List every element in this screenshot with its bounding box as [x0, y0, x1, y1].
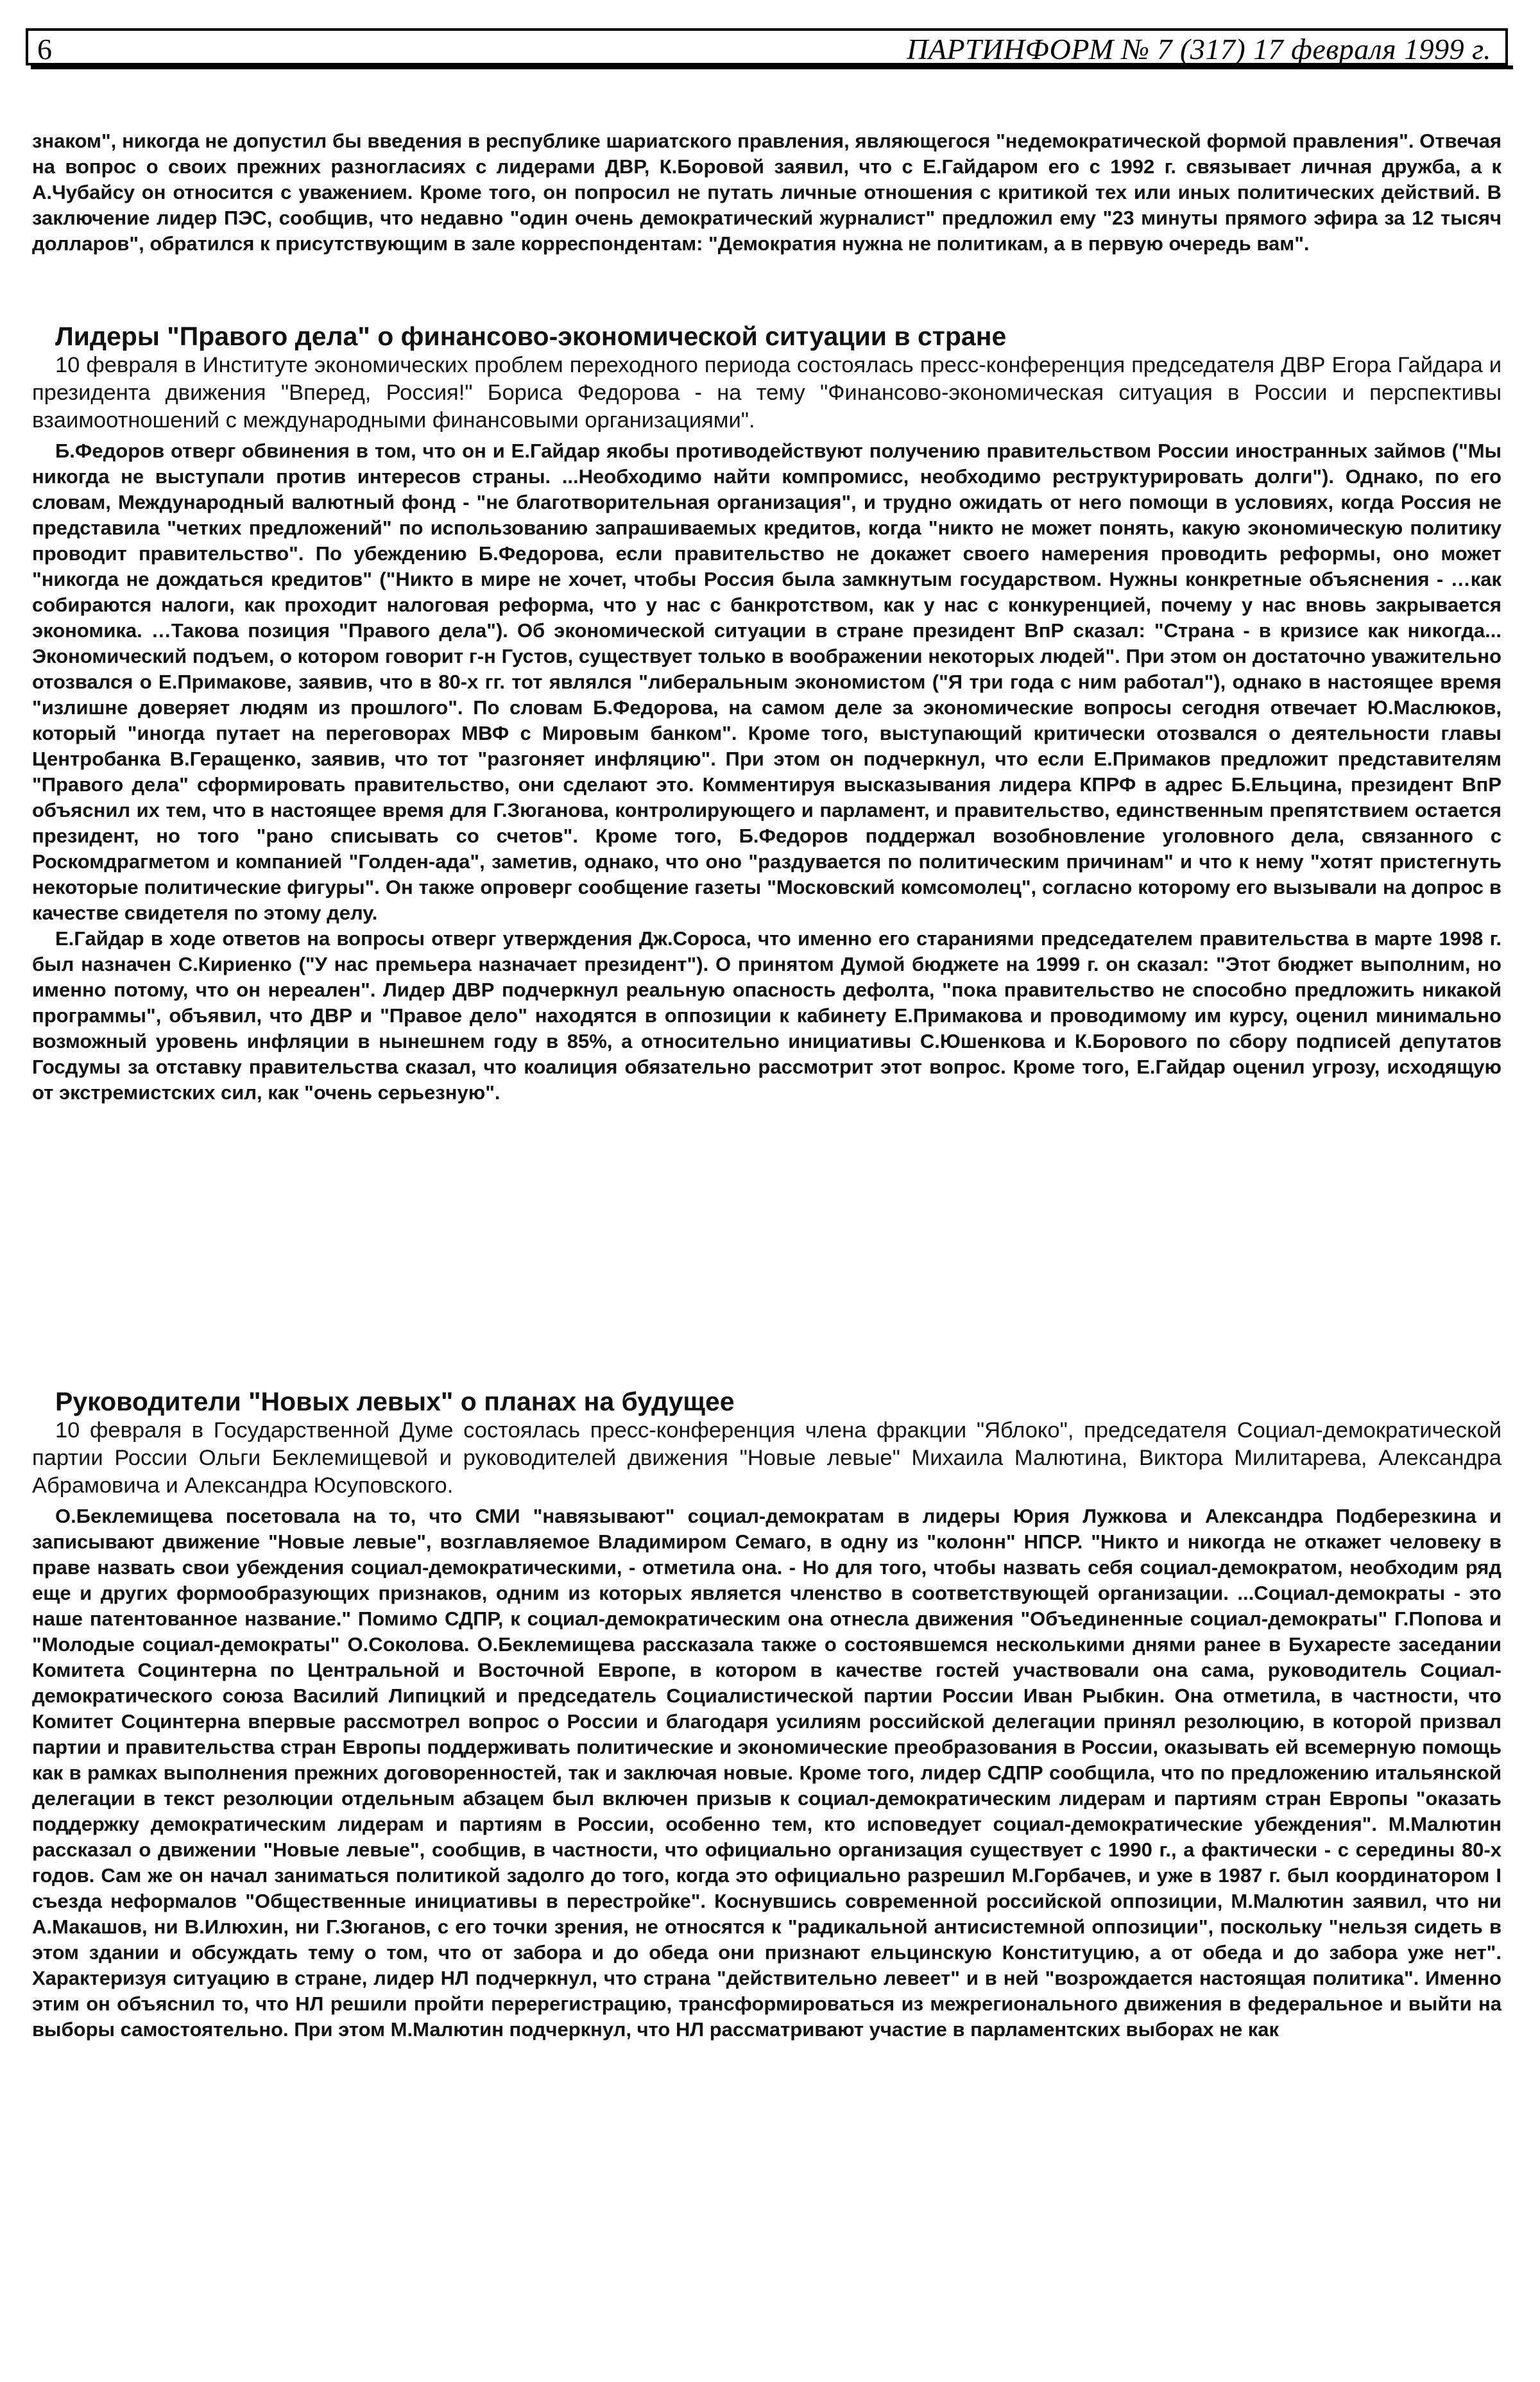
page-number: 6	[37, 33, 52, 65]
publication-title: ПАРТИНФОРМ № 7 (317) 17 февраля 1999 г.	[907, 33, 1491, 65]
article-right-cause-paragraph: Б.Федоров отверг обвинения в том, что он и Е.Гайдар якобы противодействуют получению правительством России иностранных займов ("Мы никогда не выступали против интересов страны. ...Необходимо найти компромисс, необходимо реструктурировать долги"). Однако, по его словам, Международный валютный фонд - "не благотворительная организация", и трудно ожидать от него помощи в условиях, когда Россия не представила "четких предложений" по использованию запрашиваемых кредитов, когда "никто не может понять, какую экономическую политику проводит правительство". По убеждению Б.Федорова, если правительство не докажет своего намерения проводить реформы, оно может "никогда не дождаться кредитов" ("Никто в мире не хочет, чтобы Россия была замкнутым государством. Нужны конкретные объяснения - …как собираются налоги, как проходит налоговая реформа, что у нас с банкротством, как у нас с конкуренцией, почему у нас вновь закрывается экономика. …Такова позиция "Правого дела"). Об экономической ситуации в стране президент ВпР сказал: "Страна - в кризисе как никогда... Экономический подъем, о котором говорит г-н Густов, существует только в воображении некоторых людей". При этом он достаточно уважительно отозвался о Е.Примакове, заявив, что в 80-х гг. тот являлся "либеральным экономистом ("Я три года с ним работал"), однако в настоящее время "излишне доверяет людям из прошлого". По словам Б.Федорова, на самом деле за экономические вопросы сегодня отвечает Ю.Маслюков, который "иногда путает на переговорах МВФ с Мировым банком". Кроме того, выступающий критически отозвался о деятельности главы Центробанка В.Геращенко, заявив, что тот "разгоняет инфляцию". При этом он подчеркнул, что если Е.Примаков предложит представителям "Правого дела" сформировать правительство, они сделают это. Комментируя высказывания лидера КПРФ в адрес Б.Ельцина, президент ВпР объяснил их тем, что в настоящее время для Г.Зюганова, контролирующего и парламент, и правительство, единственным препятствием остается президент, но того "рано списывать со счетов". Кроме того, Б.Федоров поддержал возобновление уголовного дела, связанного с Роскомдрагметом и компанией "Голден-ада", заметив, однако, что оно "раздувается по политическим причинам" и что к нему "хотят пристегнуть некоторые политические фигуры". Он также опроверг сообщение газеты "Московский комсомолец", согласно которому его вызывали на допрос в качестве свидетеля по этому делу.	[32, 440, 1502, 924]
article-right-cause-title: Лидеры "Правого дела" о финансово-экономической ситуации в стране	[55, 321, 1007, 351]
article-right-cause-paragraph: Е.Гайдар в ходе ответов на вопросы отверг утверждения Дж.Сороса, что именно его стараниями председателем правительства в марте 1998 г. был назначен С.Кириенко ("У нас премьера назначает президент"). О принятом Думой бюджете на 1999 г. он сказал: "Этот бюджет выполним, но именно потому, что он нереален". Лидер ДВР подчеркнул реальную опасность дефолта, "пока правительство не способно предложить никакой программы", объявил, что ДВР и "Правое дело" находятся в оппозиции к кабинету Е.Примакова и проводимому им курсу, оценил минимально возможный уровень инфляции в нынешнем году в 85%, а относительно инициативы С.Юшенкова и К.Борового по сбору подписей депутатов Госдумы за отставку правительства сказал, что коалиция обязательно рассмотрит этот вопрос. Кроме того, Е.Гайдар оценил угрозу, исходящую от экстремистских сил, как "очень серьезную".	[32, 927, 1502, 1104]
page-header	[26, 28, 1508, 65]
header-rule	[31, 65, 1513, 69]
article-continued-text: знаком", никогда не допустил бы введения в республике шариатского правления, являющегося "недемократической формой правления". Отвечая на вопрос о своих прежних разногласиях с лидерами ДВР, К.Боровой заявил, что с Е.Гайдаром его с 1992 г. связывает личная дружба, а к А.Чубайсу он относится с уважением. Кроме того, он попросил не путать личные отношения с критикой тех или иных политических действий. В заключение лидер ПЭС, сообщив, что недавно "один очень демократический журналист" предложил ему "23 минуты прямого эфира за 12 тысяч долларов", обратился к присутствующим в зале корреспондентам: "Демократия нужна не политикам, а в первую очередь вам".	[32, 130, 1502, 255]
article-new-left-title: Руководители "Новых левых" о планах на будущее	[55, 1387, 735, 1416]
article-continued	[32, 128, 1502, 257]
article-right-cause-lead: 10 февраля в Институте экономических проблем переходного периода состоялась пресс-конференция председателя ДВР Егора Гайдара и президента движения "Вперед, Россия!" Бориса Федорова - на тему "Финансово-экономическая ситуация в России и перспективы взаимоотношений с международными финансовыми организациями".	[32, 353, 1502, 433]
article-right-cause	[32, 321, 1502, 1106]
article-new-left-paragraph: О.Беклемищева посетовала на то, что СМИ "навязывают" социал-демократам в лидеры Юрия Лужкова и Александра Подберезкина и записывают движение "Новые левые", возглавляемое Владимиром Семаго, в одну из "колонн" НПСР. "Никто и никогда не откажет человеку в праве назвать свои убеждения социал-демократическими, - отметила она. - Но для того, чтобы назвать себя социал-демократом, необходим ряд еще и других формообразующих признаков, одним из которых является членство в соответствующей организации. ...Социал-демократы - это наше патентованное название." Помимо СДПР, к социал-демократическим она отнесла движения "Объединенные социал-демократы" Г.Попова и "Молодые социал-демократы" О.Соколова. О.Беклемищева рассказала также о состоявшемся несколькими днями ранее в Бухаресте заседании Комитета Социнтерна по Центральной и Восточной Европе, в котором в качестве гостей участвовали она сама, руководитель Социал-демократического союза Василий Липицкий и председатель Социалистической партии России Иван Рыбкин. Она отметила, в частности, что Комитет Социнтерна впервые рассмотрел вопрос о России и благодаря усилиям российской делегации принял резолюцию, в которой призвал партии и правительства стран Европы поддерживать политические и экономические преобразования в России, оказывать ей всемерную помощь как в рамках выполнения прежних договоренностей, так и заключая новые. Кроме того, лидер СДПР сообщила, что по предложению итальянской делегации в текст резолюции отдельным абзацем был включен призыв к социал-демократическим лидерам и партиям стран Европы "оказать поддержку демократическим лидерам и партиям в России, особенно тем, кто исповедует социал-демократические убеждения". М.Малютин рассказал о движении "Новые левые", сообщив, в частности, что официально организация существует с 1990 г., а фактически - с середины 80-х годов. Сам же он начал заниматься политикой задолго до того, когда это официально разрешил М.Горбачев, и уже в 1987 г. был координатором I съезда неформалов "Общественные инициативы в перестройке". Коснувшись современной российской оппозиции, М.Малютин заявил, что ни А.Макашов, ни В.Илюхин, ни Г.Зюганов, с его точки зрения, не относятся к "радикальной антисистемной оппозиции", поскольку "нельзя сидеть в этом здании и обсуждать тему о том, что от забора и до обеда они признают ельцинскую Конституцию, а от обеда и до забора уже нет". Характеризуя ситуацию в стране, лидер НЛ подчеркнул, что страна "действительно левеет" и в ней "возрождается настоящая политика". Именно этим он объяснил то, что НЛ решили пройти перерегистрацию, трансформироваться из межрегионального движения в федеральное и выйти на выборы самостоятельно. При этом М.Малютин подчеркнул, что НЛ рассматривают участие в парламентских выборах не как	[32, 1505, 1502, 2041]
article-new-left	[32, 1386, 1502, 2043]
article-new-left-lead: 10 февраля в Государственной Думе состоялась пресс-конференция члена фракции "Яблоко", председателя Социал-демократической партии России Ольги Беклемищевой и руководителей движения "Новые левые" Михаила Малютина, Виктора Милитарева, Александра Абрамовича и Александра Юсуповского.	[32, 1418, 1502, 1498]
